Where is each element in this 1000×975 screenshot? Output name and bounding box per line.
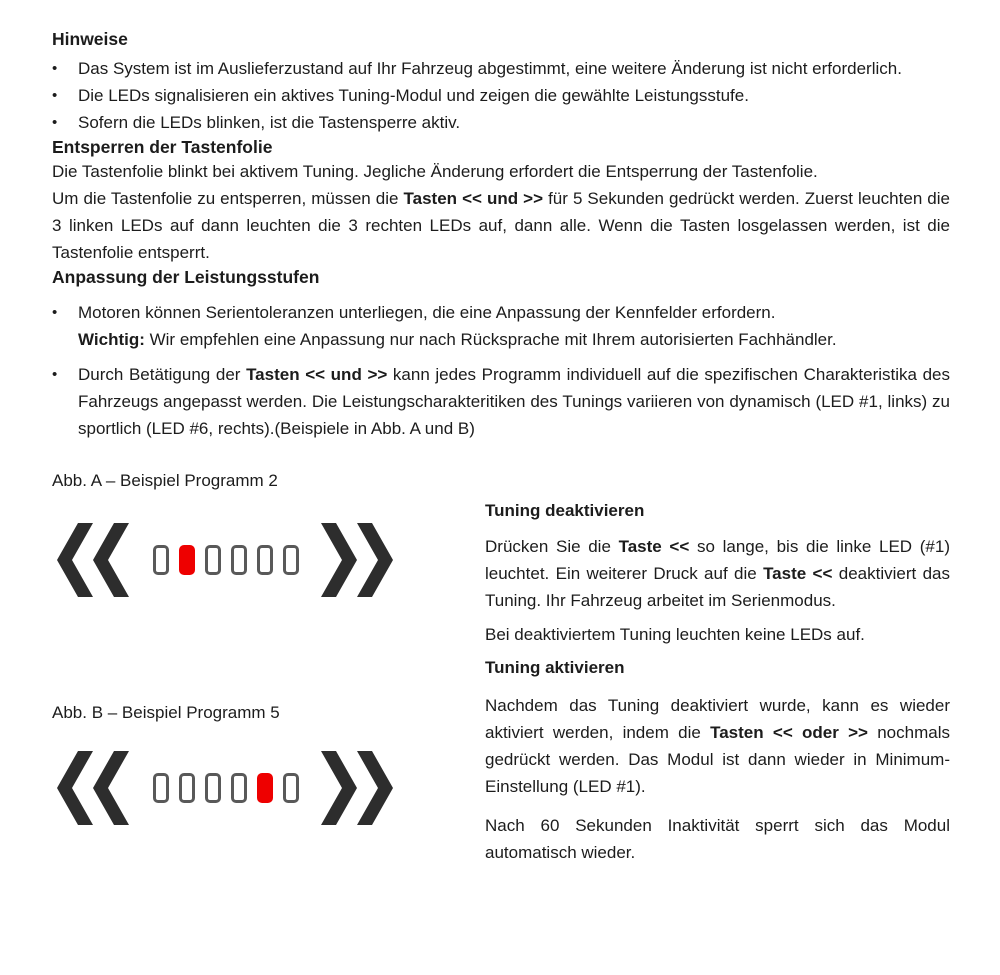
entsperren-heading: Entsperren der Tastenfolie — [52, 137, 273, 157]
list-item — [52, 299, 950, 353]
bullet-icon: • — [52, 114, 58, 131]
led — [231, 773, 247, 803]
bold-text: Tasten << und >> — [403, 189, 544, 208]
paragraph-text: Motoren können Serientoleranzen unterliegen, die eine Anpassung der Kennfelder erfordern. — [78, 303, 776, 322]
led — [179, 773, 195, 803]
bold-text: Taste << — [763, 564, 833, 583]
double-chevron-right-icon — [321, 751, 393, 825]
bold-text: Tasten << oder >> — [710, 723, 868, 742]
entsperren-paragraph — [52, 158, 950, 266]
bold-text: Tasten << und >> — [246, 365, 388, 384]
led-row — [153, 545, 299, 575]
paragraph-text: Nachdem das Tuning deaktiviert wurde, kann es wieder aktiviert werden, indem die — [485, 696, 950, 742]
tuning-deaktivieren-heading: Tuning deaktivieren — [485, 501, 645, 520]
list-item — [52, 109, 950, 136]
led — [283, 773, 299, 803]
tuning-aktivieren-paragraph — [485, 692, 950, 800]
figure-a-label: Abb. A – Beispiel Programm 2 — [52, 471, 278, 490]
double-chevron-left-icon — [57, 751, 129, 825]
paragraph-text: nochmals gedrückt werden. Das Modul ist dann wieder in Minimum-Einstellung (LED #1). — [485, 723, 950, 796]
tuning-deaktivieren-paragraph — [485, 533, 950, 614]
led — [283, 545, 299, 575]
list-item-text: Das System ist im Auslieferzustand auf Ihr Fahrzeug abgestimmt, eine weitere Änderung ist nicht erforderlich. — [78, 59, 902, 78]
bullet-icon: • — [52, 304, 58, 321]
led-active — [179, 545, 195, 575]
anpassung-bullet-list — [52, 299, 950, 442]
led — [205, 545, 221, 575]
paragraph-text: deaktiviert das Tuning. Ihr Fahrzeug arbeitet im Serienmodus. — [485, 564, 950, 610]
list-item-text: Sofern die LEDs blinken, ist die Tastensperre aktiv. — [78, 113, 461, 132]
paragraph-text: kann jedes Programm individuell auf die spezifischen Charakteristika des Fahrzeugs angepasst werden. Die Leistungscharakteritiken des Tunings variieren von dynamisch (LED #1, links) zu sportlich (LED #6, rechts).(Beispiele in Abb. A und B) — [78, 365, 950, 438]
list-item-text — [78, 299, 950, 353]
led — [205, 773, 221, 803]
list-item-text: Die LEDs signalisieren ein aktives Tuning-Modul und zeigen die gewählte Leistungsstufe. — [78, 86, 749, 105]
list-item — [52, 361, 950, 442]
led-row — [153, 773, 299, 803]
paragraph-text: so lange, bis die linke LED (#1) leuchtet. Ein weiterer Druck auf die — [485, 537, 950, 583]
double-chevron-right-icon — [321, 523, 393, 597]
paragraph-text: Die Tastenfolie blinkt bei aktivem Tuning. Jegliche Änderung erfordert die Entsperrung der Tastenfolie. — [52, 162, 818, 181]
anpassung-heading: Anpassung der Leistungsstufen — [52, 267, 320, 287]
bold-text: Taste << — [618, 537, 690, 556]
figure-b-label: Abb. B – Beispiel Programm 5 — [52, 703, 280, 722]
led-active — [257, 773, 273, 803]
bullet-icon: • — [52, 366, 58, 383]
led — [257, 545, 273, 575]
double-chevron-left-icon — [57, 523, 129, 597]
paragraph-text: Durch Betätigung der — [78, 365, 247, 384]
list-item-text — [78, 361, 950, 442]
hinweise-heading: Hinweise — [52, 29, 128, 49]
paragraph-text: Wir empfehlen eine Anpassung nur nach Rücksprache mit Ihrem autorisierten Fachhändler. — [144, 330, 837, 349]
figure-b-led-display — [57, 751, 485, 825]
hinweise-bullet-list — [52, 55, 950, 136]
paragraph-text: Um die Tastenfolie zu entsperren, müssen die — [52, 189, 404, 208]
tuning-aktivieren-heading: Tuning aktivieren — [485, 658, 625, 677]
led — [231, 545, 247, 575]
list-item — [52, 82, 950, 109]
no-leds-paragraph: Bei deaktiviertem Tuning leuchten keine LEDs auf. — [485, 625, 865, 644]
figures-column — [52, 469, 485, 866]
figure-a-led-display — [57, 523, 485, 597]
bullet-icon: • — [52, 60, 58, 77]
led — [153, 773, 169, 803]
paragraph-text: für 5 Sekunden gedrückt werden. Zuerst leuchten die 3 linken LEDs auf dann leuchten die 3 rechten LEDs auf, dann alle. Wenn die Tasten losgelassen werden, ist die Tastenfolie entsperrt. — [52, 189, 950, 262]
led — [153, 545, 169, 575]
paragraph-text: Drücken Sie die — [485, 537, 619, 556]
list-item — [52, 55, 950, 82]
instructions-column — [485, 469, 950, 866]
figures-and-instructions — [52, 469, 950, 866]
bullet-icon: • — [52, 87, 58, 104]
timeout-paragraph: Nach 60 Sekunden Inaktivität sperrt sich das Modul automatisch wieder. — [485, 816, 950, 862]
bold-text: Wichtig: — [78, 330, 145, 349]
